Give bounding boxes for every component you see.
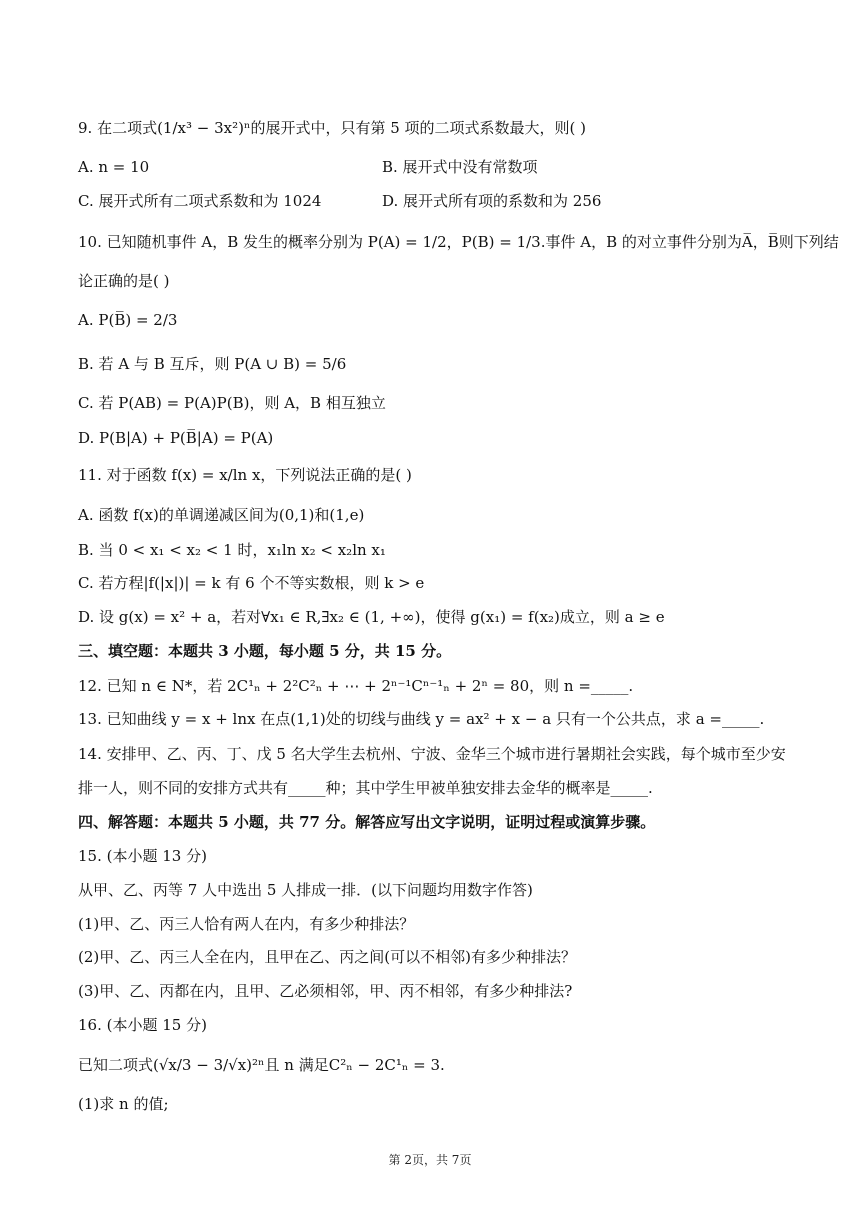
question-9-option-b: B. 展开式中没有常数项 [382,158,538,176]
question-13: 13. 已知曲线 y = x + lnx 在点(1,1)处的切线与曲线 y = ax² + x − a 只有一个公共点，求 a =_____. [78,710,765,728]
question-11-option-a: A. 函数 f(x)的单调递减区间为(0,1)和(1,e) [78,506,365,524]
question-10-option-a: A. P(B̅) = 2/3 [78,311,178,329]
question-10-stem-line2: 论正确的是( ) [78,272,170,290]
question-14-line1: 14. 安排甲、乙、丙、丁、戊 5 名大学生去杭州、宁波、金华三个城市进行暑期社会实践，每个城市至少安 [78,745,786,763]
section-4-heading: 四、解答题：本题共 5 小题，共 77 分。解答应写出文字说明，证明过程或演算步骤。 [78,813,656,831]
question-10-option-c: C. 若 P(AB) = P(A)P(B)，则 A，B 相互独立 [78,394,386,412]
question-9-option-d: D. 展开式所有项的系数和为 256 [382,192,602,210]
question-10-option-b: B. 若 A 与 B 互斥，则 P(A ∪ B) = 5/6 [78,355,347,373]
question-15-part-2: (2)甲、乙、丙三人全在内，且甲在乙、丙之间(可以不相邻)有多少种排法？ [78,948,576,966]
question-15-header: 15. (本小题 13 分) [78,847,207,865]
question-15-part-1: (1)甲、乙、丙三人恰有两人在内，有多少种排法？ [78,915,415,933]
question-9-option-a: A. n = 10 [78,158,150,176]
question-10-option-d: D. P(B|A) + P(B̅|A) = P(A) [78,429,274,447]
question-12: 12. 已知 n ∈ N*，若 2C¹ₙ + 2²C²ₙ + ⋯ + 2ⁿ⁻¹Cⁿ⁻¹ₙ + 2ⁿ = 80，则 n =_____. [78,677,634,695]
section-3-heading: 三、填空题：本题共 3 小题，每小题 5 分，共 15 分。 [78,642,452,660]
question-9-stem: 9. 在二项式(1/x³ − 3x²)ⁿ的展开式中，只有第 5 项的二项式系数最大，则( ) [78,119,587,137]
question-9-option-c: C. 展开式所有二项式系数和为 1024 [78,192,322,210]
question-16-part-1: (1)求 n 的值; [78,1095,169,1113]
question-16-header: 16. (本小题 15 分) [78,1016,207,1034]
question-14-line2: 排一人，则不同的安排方式共有_____种；其中学生甲被单独安排去金华的概率是_____. [78,779,653,797]
question-11-option-d: D. 设 g(x) = x² + a，若对∀x₁ ∈ R,∃x₂ ∈ (1, +∞)，使得 g(x₁) = f(x₂)成立，则 a ≥ e [78,608,665,626]
question-11-option-c: C. 若方程|f(|x|)| = k 有 6 个不等实数根，则 k > e [78,574,425,592]
question-15-stem: 从甲、乙、丙等 7 人中选出 5 人排成一排．(以下问题均用数字作答) [78,881,533,899]
question-11-option-b: B. 当 0 < x₁ < x₂ < 1 时，x₁ln x₂ < x₂ln x₁ [78,541,386,559]
page-footer: 第 2页，共 7页 [388,1153,472,1167]
question-15-part-3: (3)甲、乙、丙都在内，且甲、乙必须相邻，甲、丙不相邻，有多少种排法? [78,982,573,1000]
question-11-stem: 11. 对于函数 f(x) = x/ln x，下列说法正确的是( ) [78,466,412,484]
question-16-stem: 已知二项式(√x/3 − 3/√x)²ⁿ且 n 满足C²ₙ − 2C¹ₙ = 3. [78,1056,445,1074]
question-10-stem-line1: 10. 已知随机事件 A，B 发生的概率分别为 P(A) = 1/2，P(B) = 1/3.事件 A，B 的对立事件分别为A̅，B̅则下列结 [78,233,839,251]
